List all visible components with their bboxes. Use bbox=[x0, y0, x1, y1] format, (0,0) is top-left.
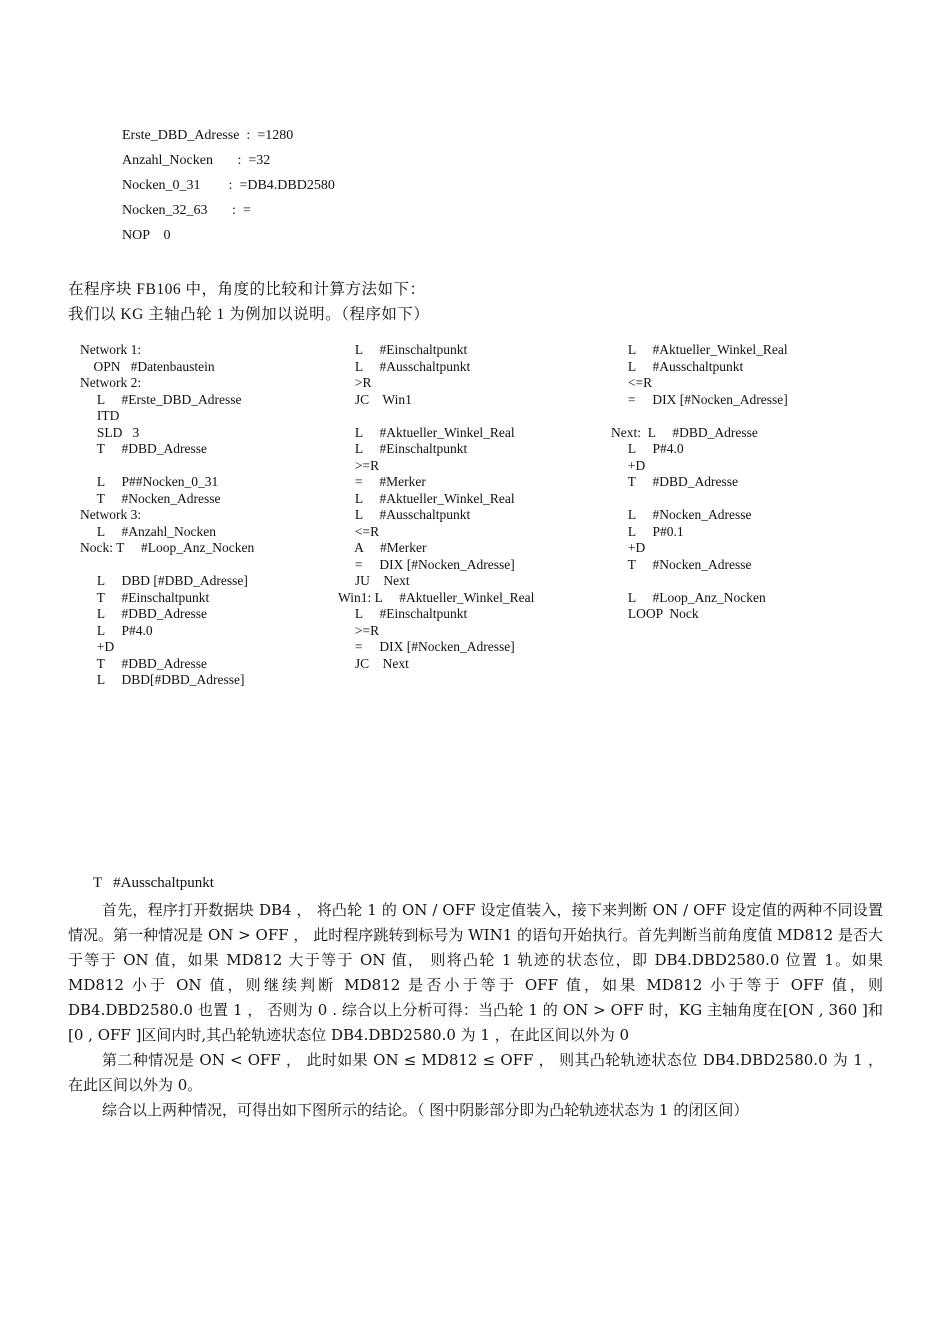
code-line: = DIX [#Nocken_Adresse] bbox=[338, 556, 515, 572]
code-line: L #Ausschaltpunkt bbox=[338, 358, 471, 374]
code-line: L P##Nocken_0_31 bbox=[80, 474, 219, 489]
code-line: L #Einschaltpunkt bbox=[338, 606, 468, 621]
code-line: L #DBD_Adresse bbox=[80, 606, 207, 621]
code-line: +D bbox=[611, 540, 646, 555]
code-line: = #Merker bbox=[338, 474, 426, 489]
code-line: Network 3: bbox=[80, 507, 142, 522]
code-line: L #Loop_Anz_Nocken bbox=[611, 589, 766, 605]
code-line: T #DBD_Adresse bbox=[80, 655, 207, 671]
code-line: L DBD[#DBD_Adresse] bbox=[80, 672, 245, 687]
param-row: Nocken_0_31 : =DB4.DBD2580 bbox=[122, 178, 335, 193]
param-row: Nocken_32_63 : = bbox=[122, 203, 251, 218]
code-line: L P#0.1 bbox=[611, 523, 684, 539]
code-line: L #Aktueller_Winkel_Real bbox=[338, 424, 515, 440]
code-line: Network 1: bbox=[80, 342, 142, 357]
code-line: Next: L #DBD_Adresse bbox=[611, 424, 758, 440]
intro-line-1: 在程序块 FB106 中，角度的比较和计算方法如下： bbox=[68, 281, 426, 298]
code-line: +D bbox=[80, 639, 115, 654]
code-line: = DIX [#Nocken_Adresse] bbox=[611, 391, 788, 407]
paragraph: 综合以上两种情况，可得出如下图所示的结论。（ 图中阴影部分即为凸轮轨迹状态为 1 的闭区间） bbox=[102, 1101, 749, 1119]
code-line: SLD 3 bbox=[80, 424, 140, 440]
code-line: L #Aktueller_Winkel_Real bbox=[611, 342, 788, 357]
code-line: T #Nocken_Adresse bbox=[80, 490, 221, 506]
param-row: Erste_DBD_Adresse : =1280 bbox=[122, 128, 294, 143]
code-line: OPN #Datenbaustein bbox=[80, 358, 215, 374]
code-line: >=R bbox=[338, 457, 380, 473]
code-line: +D bbox=[611, 457, 646, 473]
code-line: T #DBD_Adresse bbox=[80, 441, 207, 456]
code-line: L #Nocken_Adresse bbox=[611, 507, 752, 522]
param-row: NOP 0 bbox=[122, 228, 171, 243]
code-line: >R bbox=[338, 375, 372, 390]
code-line: JC Next bbox=[338, 655, 409, 671]
code-line: >=R bbox=[338, 622, 380, 638]
intro-line-2: 我们以 KG 主轴凸轮 1 为例加以说明。（程序如下） bbox=[68, 306, 430, 323]
code-line: L #Einschaltpunkt bbox=[338, 342, 468, 357]
code-line: Network 2: bbox=[80, 375, 142, 390]
explanation-text bbox=[68, 898, 883, 1123]
code-line: L #Ausschaltpunkt bbox=[611, 358, 744, 374]
code-line: T #Nocken_Adresse bbox=[611, 556, 752, 572]
code-line: L #Aktueller_Winkel_Real bbox=[338, 490, 515, 506]
code-line: L #Ausschaltpunkt bbox=[338, 507, 471, 522]
code-line: = DIX [#Nocken_Adresse] bbox=[338, 639, 515, 654]
code-line: ITD bbox=[80, 408, 120, 423]
code-line: T #Einschaltpunkt bbox=[80, 589, 210, 605]
code-line: JU Next bbox=[338, 573, 410, 588]
code-line: LOOP Nock bbox=[611, 606, 699, 621]
code-line: A #Merker bbox=[338, 540, 427, 555]
code-line: <=R bbox=[338, 523, 380, 539]
param-row: Anzahl_Nocken : =32 bbox=[122, 153, 271, 168]
code-line: L #Anzahl_Nocken bbox=[80, 523, 216, 539]
code-line: Nock: T #Loop_Anz_Nocken bbox=[80, 540, 255, 555]
code-line: L P#4.0 bbox=[611, 441, 684, 456]
code-line: <=R bbox=[611, 375, 653, 390]
paragraph: 第二种情况是 ON < OFF ， 此时如果 ON ≤ MD812 ≤ OFF ， 则其凸轮轨迹状态位 DB4.DBD2580.0 为 1 ，在此区间以外为 0。 bbox=[68, 1051, 883, 1094]
tail-code-line: T #Ausschaltpunkt bbox=[93, 875, 214, 891]
code-line: L #Einschaltpunkt bbox=[338, 441, 468, 456]
code-line: T #DBD_Adresse bbox=[611, 474, 738, 489]
code-line: L P#4.0 bbox=[80, 622, 153, 638]
code-line: L #Erste_DBD_Adresse bbox=[80, 391, 242, 407]
code-line: Win1: L #Aktueller_Winkel_Real bbox=[338, 589, 535, 605]
paragraph: 首先，程序打开数据块 DB4 ， 将凸轮 1 的 ON / OFF 设定值装入，接下来判断 ON / OFF 设定值的两种不同设置情况。第一种情况是 ON > OFF ， 此时程序跳转到标号为 WIN1 的语句开始执行。首先判断当前角度值 MD812 是否大于等于 ON 值，如果 MD812 大于等于 ON 值， 则将凸轮 1 轨迹的状态位，即 DB4.DBD2580.0 位置 1。如果 MD812 小于 ON 值，则继续判断 MD812 是否小于等于 OFF 值，如果 MD812 小于等于 OFF 值，则 DB4.DBD2580.0 也置 1 ， 否则为 0 . 综合以上分析可得：当凸轮 1 的 ON > OFF 时，KG 主轴角度在[ON , 360 ]和[0 , OFF ]区间内时,其凸轮轨迹状态位 DB4.DBD2580.0 为 1 ，在此区间以外为 0 bbox=[68, 901, 883, 1044]
code-line: JC Win1 bbox=[338, 391, 412, 407]
code-line: L DBD [#DBD_Adresse] bbox=[80, 573, 248, 588]
